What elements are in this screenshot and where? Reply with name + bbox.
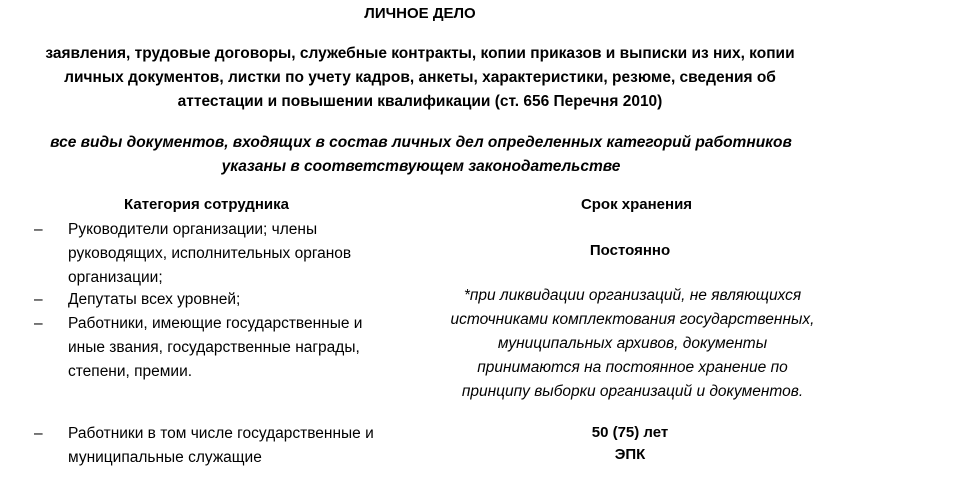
list-item-text — [68, 218, 408, 290]
liquidation-note-line: источниками комплектования государственных, — [450, 311, 815, 328]
liquidation-note-line: принципу выборки организаций и документов. — [461, 383, 804, 400]
liquidation-note-line: *при ликвидации организаций, не являющихся — [463, 287, 802, 304]
list-item-line: Работники в том числе государственные и — [68, 425, 374, 442]
liquidation-note-line: муниципальных архивов, документы — [497, 335, 768, 352]
dash-bullet: – — [34, 315, 43, 332]
liquidation-note-line: принимаются на постоянное хранение по — [477, 359, 788, 376]
note-line: указаны в соответствующем законодательстве — [221, 158, 621, 175]
list-item-line: Депутаты всех уровней; — [68, 291, 241, 308]
description-line: заявления, трудовые договоры, служебные контракты, копии приказов и выписки из них, копии — [45, 45, 795, 62]
dash-bullet: – — [34, 221, 43, 238]
term-years-value: 50 (75) лет — [591, 424, 669, 441]
list-item-line: руководящих, исполнительных органов — [68, 245, 352, 262]
dash-bullet: – — [34, 425, 43, 442]
dash-bullet: – — [34, 291, 43, 308]
document-list-description — [0, 42, 840, 114]
list-item-line: муниципальные служащие — [68, 449, 262, 466]
term-permanent: Постоянно — [589, 242, 671, 259]
page-title: ЛИЧНОЕ ДЕЛО — [364, 5, 476, 22]
description-line: аттестации и повышении квалификации (ст. 656 Перечня 2010) — [177, 93, 663, 110]
liquidation-note — [400, 284, 865, 404]
list-item-text — [68, 288, 408, 312]
description-line: личных документов, листки по учету кадров, анкеты, характеристики, резюме, сведения об — [64, 69, 776, 86]
term-years — [480, 422, 780, 466]
list-item-line: Руководители организации; члены — [68, 221, 318, 238]
list-item-line: степени, премии. — [68, 363, 193, 380]
column-header-term: Срок хранения — [580, 196, 693, 213]
note-line: все виды документов, входящих в состав личных дел определенных категорий работников — [50, 134, 792, 151]
list-item-text — [68, 312, 408, 384]
list-item-line: организации; — [68, 269, 163, 286]
term-epk-label: ЭПК — [614, 446, 646, 463]
column-header-category: Категория сотрудника — [124, 196, 289, 213]
list-item-line: иные звания, государственные награды, — [68, 339, 360, 356]
list-item-line: Работники, имеющие государственные и — [68, 315, 363, 332]
legislation-note — [0, 131, 842, 179]
list-item-text — [68, 422, 408, 470]
